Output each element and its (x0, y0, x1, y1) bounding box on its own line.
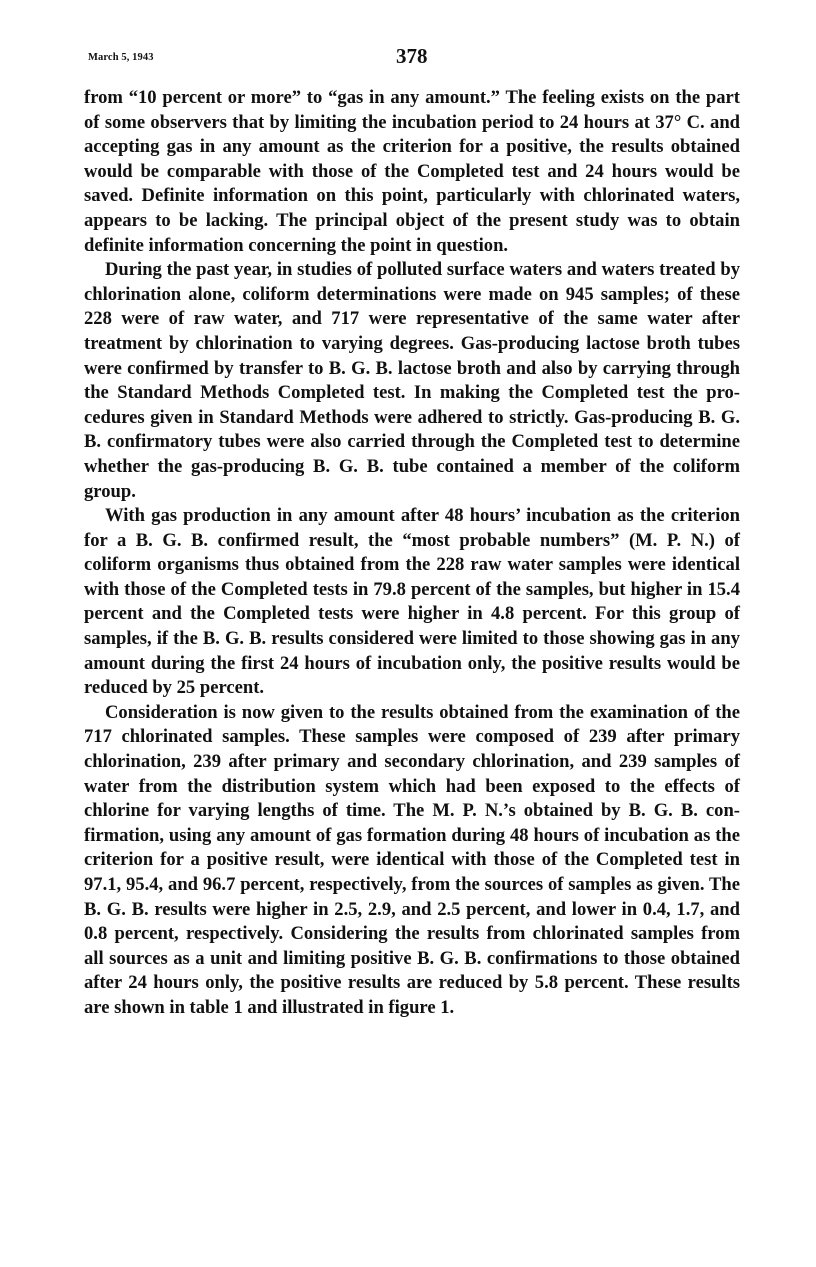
paragraph-3: With gas production in any amount after 48 hours’ incubation as the criterion for a B. G. B. confirmed result, the “most probable numbers” (M. P. N.) of coliform organisms thus obtained from the 228 raw water samples were identical with those of the Completed tests in 79.8 percent of the samples, but higher in 15.4 percent and the Completed tests were higher in 4.8 percent. For this group of samples, if the B. G. B. results considered were limited to those showing gas in any amount during the first 24 hours of incubation only, the positive results would be reduced by 25 percent. (84, 505, 740, 699)
page-number: 378 (396, 44, 428, 68)
header-date: March 5, 1943 (88, 52, 154, 63)
paragraph-1: from “10 percent or more” to “gas in any amount.” The feeling exists on the part of some observers that by limiting the incubation period to 24 hours at 37° C. and accepting gas in any amount as the criterion for a positive, the results obtained would be comparable with those of the Completed test and 24 hours would be saved. Definite information on this point, particularly with chlorinated waters, appears to be lacking. The principal object of the present study was to obtain definite information concerning the point in question. (84, 87, 740, 256)
page-header (84, 44, 744, 72)
paragraph-4: Consideration is now given to the results obtained from the examination of the 717 chlorinated samples. These samples were composed of 239 after primary chlorination, 239 after primary and secondary chlorination, and 239 samples of water from the distribution system which had been exposed to the effects of chlorine for varying lengths of time. The M. P. N.’s obtained by B. G. B. confirmation, using any amount of gas formation during 48 hours of incubation as the criterion for a positive result, were identical with those of the Completed test in 97.1, 95.4, and 96.7 percent, respectively, from the sources of samples as given. The B. G. B. results were higher in 2.5, 2.9, and 2.5 percent, and lower in 0.4, 1.7, and 0.8 percent, respectively. Considering the results from chlorinated samples from all sources as a unit and limiting positive B. G. B. confirmations to those obtained after 24 hours only, the positive results are reduced by 5.8 percent. These results are shown in table 1 and illustrated in figure 1. (84, 701, 740, 1018)
body-text (84, 86, 740, 1021)
paragraph-2: During the past year, in studies of polluted surface waters and waters treated by chlorination alone, coliform determinations were made on 945 samples; of these 228 were of raw water, and 717 were representative of the same water after treatment by chlorination to varying degrees. Gas-producing lactose broth tubes were confirmed by transfer to B. G. B. lactose broth and also by carrying through the Standard Methods Completed test. In making the Completed test the procedures given in Standard Methods were adhered to strictly. Gas-producing B. G. B. confirmatory tubes were also carried through the Completed test to determine whether the gas-producing B. G. B. tube contained a member of the coliform group. (84, 259, 740, 502)
